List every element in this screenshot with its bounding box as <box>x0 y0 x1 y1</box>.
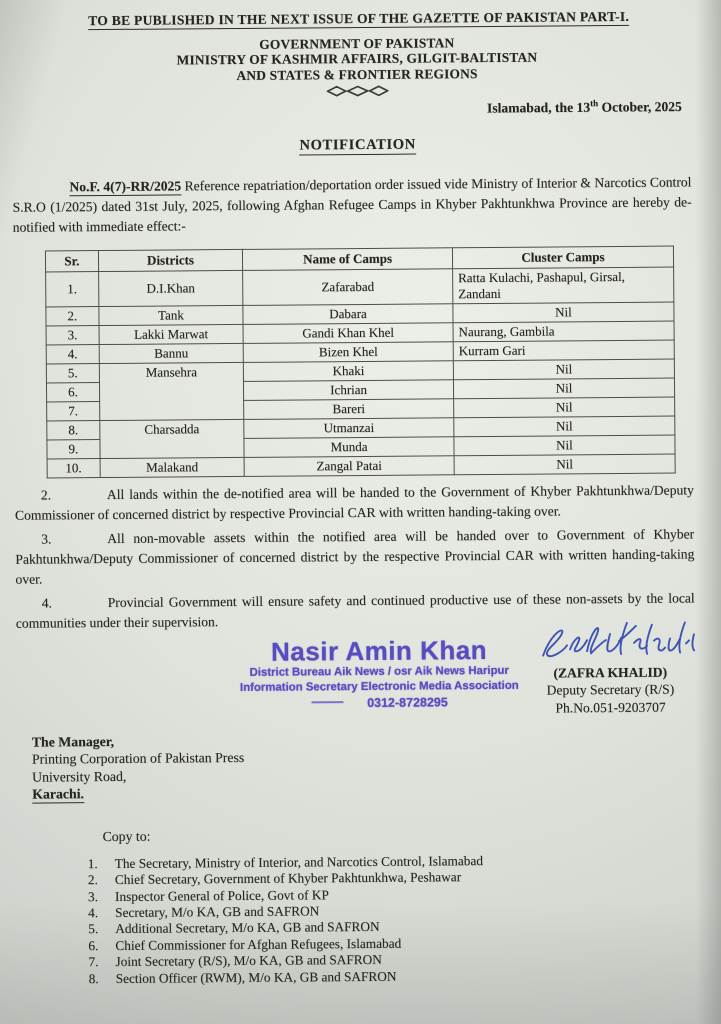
copy-to-item-number: 3. <box>87 888 99 904</box>
copy-to-item-text: Additional Secretary, M/o KA, GB and SAFRON <box>115 919 380 937</box>
press-stamp <box>223 635 536 711</box>
copy-to-item-text: Chief Secretary, Government of Khyber Pakhtunkhwa, Peshawar <box>114 869 462 888</box>
dateline-prefix: Islamabad, the 13 <box>486 99 591 116</box>
col-header-camps: Name of Camps <box>243 248 453 271</box>
body-paragraphs <box>0 480 721 634</box>
letterhead-line-3: AND STATES & FRONTIER REGIONS <box>236 65 478 83</box>
letterhead-line-2: MINISTRY OF KASHMIR AFFAIRS, GILGIT-BALTISTAN <box>176 50 538 68</box>
addressee-line-1: The Manager, <box>31 733 115 750</box>
table-cell: Bareri <box>244 399 454 420</box>
table-row <box>46 267 674 307</box>
copy-to-item-text: Inspector General of Police, Govt of KP <box>114 886 329 904</box>
table-cell: 10. <box>47 458 100 477</box>
table-cell: 1. <box>46 271 99 306</box>
table-cell: Nil <box>454 435 675 456</box>
table-cell: Tank <box>99 305 244 325</box>
stamp-line-3: Information Secretary Electronic Media Association <box>239 680 519 695</box>
paragraph-3-number: 3. <box>41 531 52 547</box>
copy-to-label: Copy to: <box>102 828 151 844</box>
col-header-cluster: Cluster Camps <box>452 246 673 269</box>
table-cell: Bannu <box>99 343 244 363</box>
paragraph-1 <box>12 172 691 237</box>
table-cell: 4. <box>46 344 99 363</box>
signatory-block <box>519 663 701 717</box>
copy-to-item-number: 1. <box>87 855 98 871</box>
paragraph-1-text: Reference repatriation/deportation order issued vide Ministry of Interior & Narcotics Control S.R.O (1/2025) dated 31st July, 2025, following Afghan Refugee Camps in Khyber Pakhtunkhwa Province are hereby de-notified with immediate effect:- <box>12 174 692 235</box>
copy-to-item-number: 8. <box>88 970 99 986</box>
copy-to-item-number: 4. <box>88 905 99 921</box>
table-cell: 2. <box>46 306 99 325</box>
document-title-text: NOTIFICATION <box>299 136 416 154</box>
table-cell: Nil <box>454 416 675 437</box>
stamp-phone-number: 0312-8728295 <box>367 695 448 710</box>
copy-to-item-text: Secretary, M/o KA, GB and SAFRON <box>115 903 320 920</box>
table-cell: Kurram Gari <box>453 340 674 361</box>
table-cell: 8. <box>47 420 100 439</box>
table-cell: Nil <box>453 359 674 380</box>
table-cell: Ratta Kulachi, Pashapul, Girsal, Zandani <box>453 267 674 304</box>
table-cell: Dabara <box>243 304 453 325</box>
document-title <box>0 134 718 157</box>
table-cell: Gandi Khan Khel <box>243 323 453 344</box>
col-header-sr: Sr. <box>45 250 98 271</box>
signatory-phone: Ph.No.051-9203707 <box>555 699 666 716</box>
camps-table <box>45 245 676 478</box>
table-cell: Ichrian <box>244 380 454 401</box>
gazette-publish-notice-text: TO BE PUBLISHED IN THE NEXT ISSUE OF THE GAZETTE OF PAKISTAN PART-I. <box>88 8 630 29</box>
table-cell: Malakand <box>100 457 245 477</box>
dateline-ordinal: th <box>590 98 599 109</box>
copy-to-item-text: Chief Commissioner for Afghan Refugees, Islamabad <box>115 935 402 953</box>
table-cell: Nil <box>454 454 675 475</box>
copy-to-item-text: The Secretary, Ministry of Interior, and Narcotics Control, Islamabad <box>114 852 484 871</box>
table-cell: 9. <box>47 439 100 458</box>
letterhead <box>0 33 718 85</box>
table-cell: Naurang, Gambila <box>453 321 674 342</box>
stamp-dash-mark <box>311 701 343 703</box>
addressee-block <box>32 728 721 803</box>
copy-to-item-number: 7. <box>88 954 99 970</box>
table-cell: Khaki <box>244 361 454 382</box>
table-cell: Mansehra <box>99 362 244 420</box>
table-cell: Munda <box>244 437 454 458</box>
copy-to-item-number: 6. <box>88 937 99 953</box>
signatory-title: Deputy Secretary (R/S) <box>546 681 675 698</box>
table-cell: Zangal Patai <box>244 456 454 477</box>
col-header-districts: Districts <box>98 249 243 271</box>
signature-region <box>1 632 721 728</box>
table-cell: 5. <box>46 363 99 382</box>
table-cell: Lakki Marwat <box>99 324 244 344</box>
paragraph-3-text: All non-movable assets within the notified area will be handed over to Government of Khyber Pakhtunkhwa/Deputy Commissioner of concerned district by the respective Provincial CAR with written handing-taking over. <box>15 526 695 587</box>
paragraph-2-text: All lands within the de-notified area will be handed to the Government of Khyber Pakhtunkhwa/Deputy Commissioner of concerned district by respective Provincial CAR with written handing-taking over. <box>14 482 694 523</box>
copy-to-item-text: Section Officer (RWM), M/o KA, GB and SAFRON <box>115 968 397 986</box>
copy-to-item-text: Joint Secretary (R/S), M/o KA, GB and SAFRON <box>115 952 382 970</box>
gazette-publish-notice <box>26 8 691 29</box>
table-cell: Charsadda <box>100 419 245 458</box>
dateline-suffix: October, 2025 <box>598 99 682 115</box>
paragraph-4-text: Provincial Government will ensure safety and continued productive use of these non-assets by the local communities under their supervision. <box>15 590 695 631</box>
table-cell: 6. <box>46 382 99 401</box>
paragraph-2-number: 2. <box>40 487 52 503</box>
copy-to-item-number: 5. <box>88 921 99 937</box>
table-row <box>47 454 675 478</box>
stamp-phone-line <box>223 694 535 711</box>
table-cell: Nil <box>453 302 674 323</box>
paragraph-3 <box>15 524 694 589</box>
table-cell: Nil <box>453 378 674 399</box>
signatory-name: (ZAFRA KHALID) <box>553 664 668 681</box>
table-cell: Nil <box>454 397 675 418</box>
stamp-name: Nasir Amin Khan <box>270 634 488 667</box>
paragraph-4-number: 4. <box>41 595 52 611</box>
letterhead-line-1: GOVERNMENT OF PAKISTAN <box>259 35 455 52</box>
camps-table-body <box>46 267 676 478</box>
table-cell: 7. <box>47 401 100 420</box>
copy-to-item-number: 2. <box>87 872 98 888</box>
addressee-line-2: Printing Corporation of Pakistan Press <box>31 750 245 767</box>
table-cell: Zafarabad <box>243 269 453 306</box>
copy-to-list <box>88 851 721 987</box>
table-cell: D.I.Khan <box>98 270 243 306</box>
addressee-city: Karachi. <box>32 786 84 802</box>
paragraph-2 <box>15 480 694 525</box>
stamp-line-2: District Bureau Aik News / osr Aik News Haripur <box>249 664 509 679</box>
reference-number: No.F. 4(7)-RR/2025 <box>69 178 182 195</box>
table-cell: Bizen Khel <box>243 342 453 363</box>
addressee-line-3: University Road, <box>32 768 127 785</box>
table-cell: 3. <box>46 325 99 344</box>
table-cell: Utmanzai <box>244 418 454 439</box>
